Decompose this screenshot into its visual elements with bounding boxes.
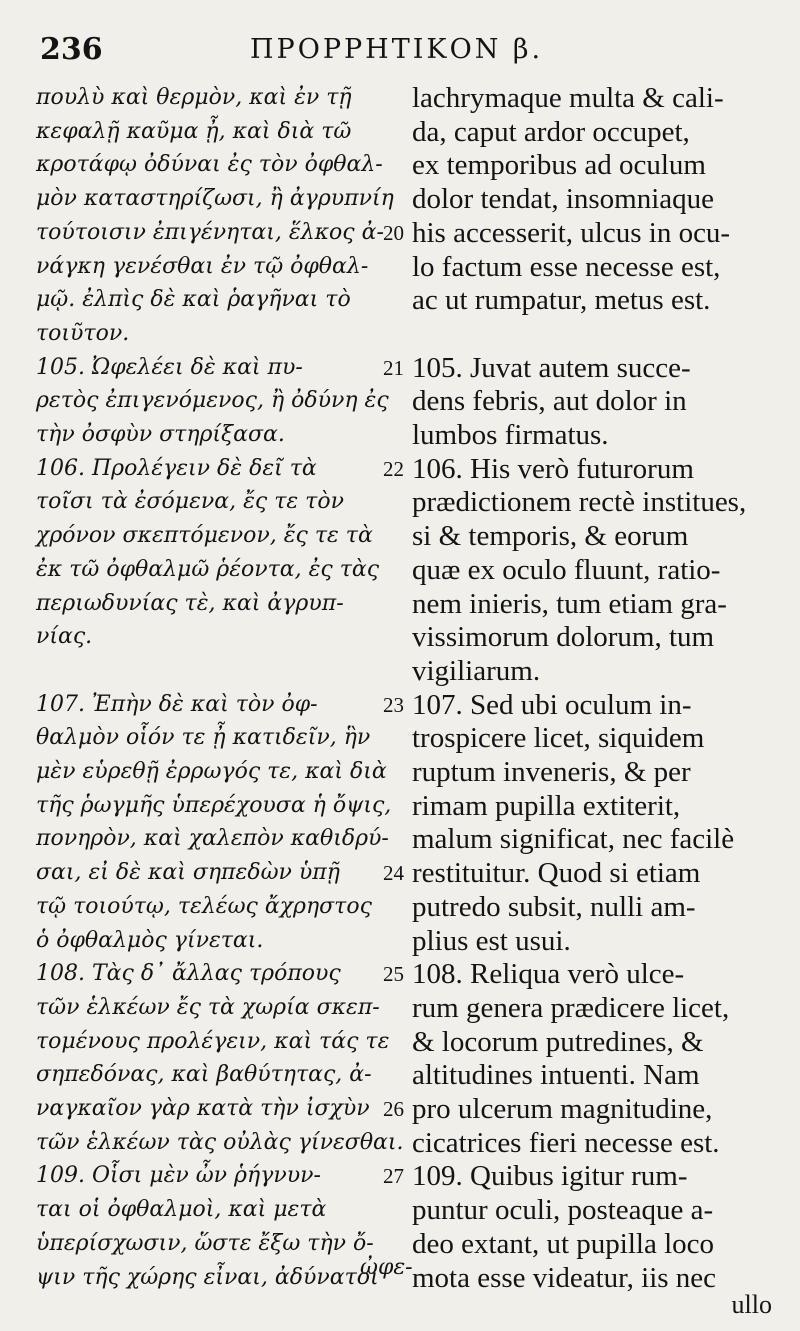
greek-text-line: 106. Προλέγειν δὲ δεῖ τὰ	[36, 455, 317, 481]
latin-text-line: dolor tendat, insomniaque	[412, 183, 715, 216]
greek-text-line: τομένους προλέγειν, καὶ τάς τε	[36, 1028, 390, 1054]
greek-text-line: κροτάφῳ ὀδύναι ἐς τὸν ὀφθαλ-	[36, 152, 383, 178]
page-number: 236	[40, 32, 103, 67]
greek-text-line: τῶν ἑλκέων ἔς τὰ χωρία σκεπ-	[36, 994, 380, 1020]
greek-text-line: σηπεδόνας, καὶ βαθύτητας, ἀ-	[36, 1062, 372, 1088]
latin-text-line: puntur oculi, posteaque a-	[412, 1194, 714, 1227]
greek-text-line: ρετὸς ἐπιγενόμενος, ἢ ὀδύνη ἐς	[36, 388, 389, 414]
latin-text-line: mota esse videatur, iis nec	[412, 1261, 717, 1294]
latin-text-line: ruptum inveneris, & per	[412, 756, 691, 788]
greek-text-line: τῶν ἑλκέων τὰς οὐλὰς γίνεσθαι.	[36, 1129, 404, 1155]
margin-line-number: 24	[383, 861, 404, 886]
greek-text-line: σαι, εἰ δὲ καὶ σηπεδὼν ὑπῇ	[36, 860, 340, 886]
greek-text-line: τοῖσι τὰ ἐσόμενα, ἔς τε τὸν	[36, 489, 344, 515]
greek-text-line: τῷ τοιούτῳ, τελέως ἄχρηστος	[36, 893, 372, 919]
latin-text-line: dens febris, aut dolor in	[412, 385, 687, 418]
latin-text-line: ex temporibus ad oculum	[412, 149, 706, 182]
greek-text-line: ται οἱ ὀφθαλμοὶ, καὶ μετὰ	[36, 1197, 327, 1223]
latin-text-line: plius est usui.	[412, 924, 571, 957]
latin-text-line: his accesserit, ulcus in ocu-	[412, 216, 731, 249]
latin-text-line: 107. Sed ubi oculum in-	[412, 688, 692, 721]
latin-catchword: ullo	[731, 1290, 772, 1319]
latin-text-line: 109. Quibus igitur rum-	[412, 1160, 688, 1193]
running-title: ΠΡΟΡΡΗΤΙΚΟΝ β.	[250, 34, 544, 65]
latin-text-line: lachrymaque multa & cali-	[412, 82, 724, 114]
greek-text-line: νάγκη γενέσθαι ἐν τῷ ὀφθαλ-	[36, 253, 369, 279]
latin-text-line: da, caput ardor occupet,	[412, 115, 690, 148]
latin-text-line: nem inieris, tum etiam gra-	[412, 587, 727, 620]
latin-text-line: vigiliarum.	[412, 654, 541, 687]
greek-text-line: ὑπερίσχωσιν, ὥστε ἔξω τὴν ὄ-	[36, 1230, 374, 1256]
greek-text-line: μῷ. ἐλπὶς δὲ καὶ ῥαγῆναι τὸ	[36, 287, 351, 313]
latin-text-line: restituitur. Quod si etiam	[412, 857, 701, 890]
greek-text-line: μὸν καταστηρίζωσι, ἢ ἀγρυπνίη	[36, 186, 394, 212]
latin-text-line: quæ ex oculo fluunt, ratio-	[412, 553, 721, 586]
latin-text-line: lo factum esse necesse est,	[412, 250, 721, 283]
latin-text-line: putredo subsit, nulli am-	[412, 890, 696, 923]
greek-catchword: ὠφε-	[360, 1255, 413, 1280]
latin-text-line: 105. Juvat autem succe-	[412, 351, 691, 384]
greek-text-line: τοιῦτον.	[36, 320, 130, 346]
latin-text-line: & locorum putredines, &	[412, 1025, 704, 1058]
latin-text-line: trospicere licet, siquidem	[412, 722, 705, 755]
latin-text-line: rum genera prædicere licet,	[412, 991, 730, 1024]
greek-text-line: 109. Οἷσι μὲν ὦν ῥήγνυν-	[36, 1163, 321, 1189]
greek-text-line: χρόνον σκεπτόμενον, ἔς τε τὰ	[36, 523, 373, 549]
greek-text-line: πονηρὸν, καὶ χαλεπὸν καθιδρύ-	[36, 826, 389, 852]
latin-text-line: prædictionem rectè institues,	[412, 486, 747, 519]
latin-text-line: si & temporis, & eorum	[412, 520, 689, 553]
margin-line-number: 23	[383, 692, 404, 717]
greek-text-line: μὲν εὑρεθῇ ἐρρωγός τε, καὶ διὰ	[36, 759, 387, 784]
margin-line-number: 25	[383, 962, 404, 987]
greek-text-line: ναγκαῖον γὰρ κατὰ τὴν ἰσχὺν	[36, 1096, 370, 1121]
latin-text-line: 108. Reliqua verò ulce-	[412, 958, 685, 991]
latin-text-line: vissimorum dolorum, tum	[412, 621, 715, 654]
latin-text-line: deo extant, ut pupilla loco	[412, 1227, 715, 1260]
margin-line-number: 26	[383, 1097, 404, 1121]
page-header	[0, 30, 800, 70]
latin-text-line: lumbos firmatus.	[412, 419, 609, 451]
greek-text-line: πουλὺ καὶ θερμὸν, καὶ ἐν τῇ	[36, 85, 352, 110]
greek-text-line: 108. Τὰς δ᾽ ἄλλας τρόπους	[36, 961, 341, 987]
latin-text-line: pro ulcerum magnitudine,	[412, 1093, 713, 1125]
greek-text-line: τούτοισιν ἐπιγένηται, ἕλκος ἀ-	[36, 219, 384, 245]
latin-text-line: malum significat, nec facilè	[412, 823, 735, 856]
greek-text-line: ἐκ τῶ ὀφθαλμῶ ῥέοντα, ἐς τὰς	[36, 556, 380, 582]
latin-text-line: 106. His verò futurorum	[412, 452, 694, 485]
greek-text-line: τῆς ῥωγμῆς ὑπερέχουσα ἡ ὄψις,	[36, 792, 392, 818]
margin-line-number: 20	[383, 220, 404, 245]
greek-text-line: 105. Ὠφελέει δὲ καὶ πυ-	[36, 354, 303, 380]
greek-text-line: περιωδυνίας τὲ, καὶ ἀγρυπ-	[36, 590, 344, 616]
latin-text-line: cicatrices fieri necesse est.	[412, 1126, 720, 1159]
greek-text-line: ψιν τῆς χώρης εἶναι, ἀδύνατοι	[36, 1264, 379, 1290]
latin-text-line: altitudines intuenti. Nam	[412, 1059, 700, 1092]
margin-line-number: 27	[383, 1164, 404, 1189]
greek-text-line: κεφαλῇ καῦμα ᾖ, καὶ διὰ τῶ	[36, 118, 352, 144]
greek-text-line: τὴν ὀσφὺν στηρίξασα.	[36, 422, 285, 447]
greek-text-line: 107. Ἐπὴν δὲ καὶ τὸν ὀφ-	[36, 691, 318, 717]
margin-line-number: 22	[383, 456, 404, 481]
latin-text-line: rimam pupilla extiterit,	[412, 789, 681, 822]
greek-text-line: ὁ ὀφθαλμὸς γίνεται.	[36, 927, 264, 953]
greek-text-line: θαλμὸν οἷόν τε ᾖ κατιδεῖν, ἣν	[36, 725, 371, 751]
greek-text-line: νίας.	[36, 624, 93, 650]
latin-text-line: ac ut rumpatur, metus est.	[412, 284, 711, 317]
margin-line-number: 21	[383, 355, 404, 380]
